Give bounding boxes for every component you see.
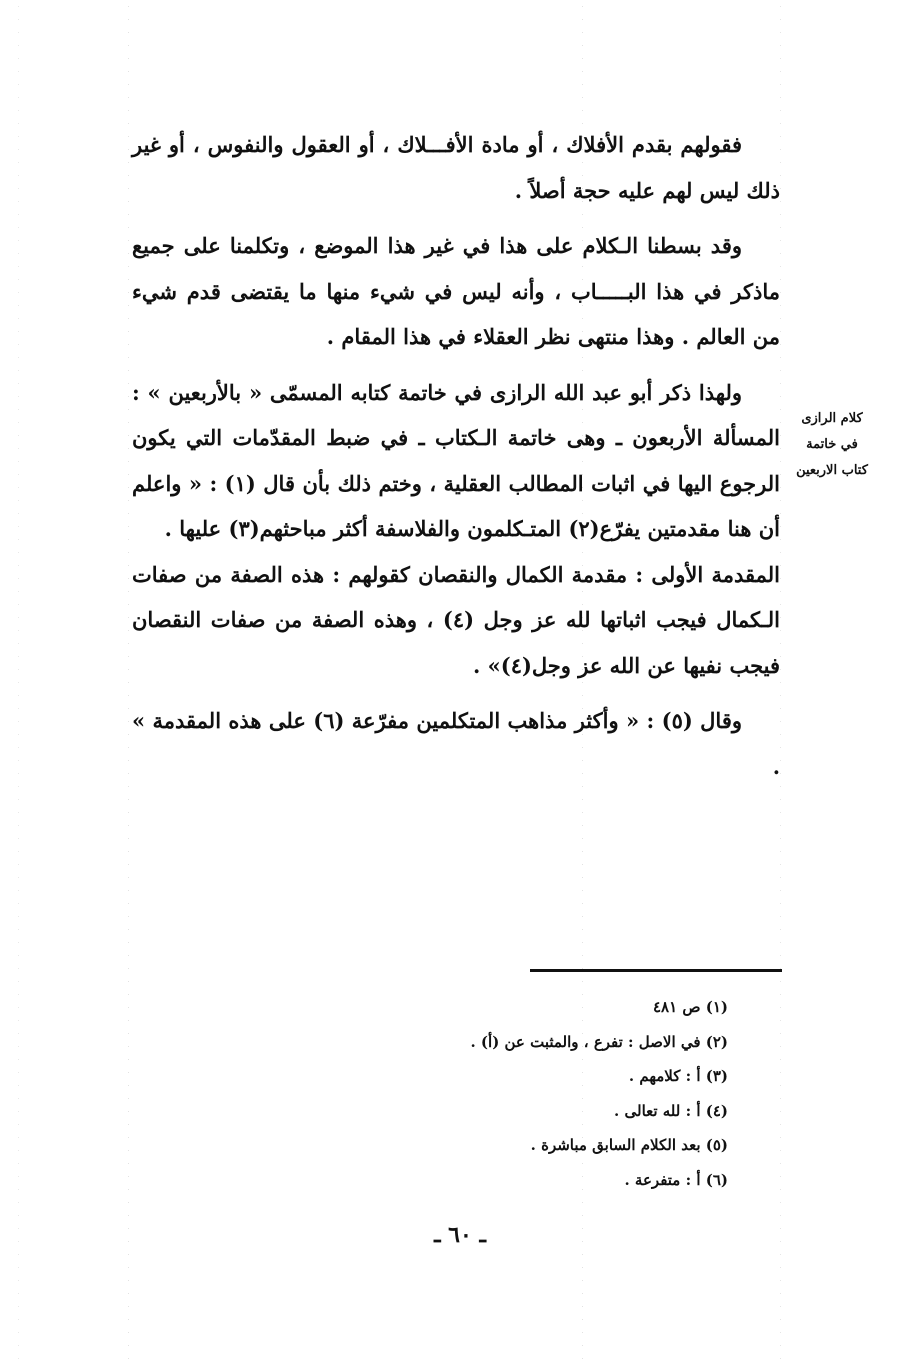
paragraph-1: فقولهم بقدم الأفلاك ، أو مادة الأفـــلاك ، أو العقول والنفوس ، أو غير ذلك ليس لهم عليه حجة أصلاً . bbox=[132, 132, 780, 203]
footnote: (٤) أ : لله تعالى . bbox=[614, 1101, 728, 1120]
margin-note-line: كتاب الاربعين bbox=[796, 463, 868, 478]
footnote: (٥) بعد الكلام السابق مباشرة . bbox=[530, 1136, 728, 1154]
footnote: (٦) أ : متفرعة . bbox=[624, 1170, 728, 1189]
footnote: (٣) أ : كلامهم . bbox=[628, 1067, 728, 1085]
margin-note bbox=[784, 406, 880, 484]
page-number: ـ ٦٠ ـ bbox=[434, 1222, 486, 1248]
footnotes bbox=[330, 990, 728, 1197]
footnote: (٢) في الاصل : تفرع ، والمثبت عن (أ) . bbox=[470, 1032, 728, 1051]
paragraph-3: ولهذا ذكر أبو عبد الله الرازى في خاتمة كتابه المسمّى « بالأربعين » : المسألة الأربعون ـ وهى خاتمة الـكتاب ـ في ضبط المقدّمات التي يكون الرجوع اليها في اثبات المطالب العقلية ، وختم ذلك بأن قال (١) : « واعلم أن هنا مقدمتين يفرّع(٢) المتـكلمون والفلاسفة أكثر مباحثهم(٣) عليها . bbox=[132, 379, 780, 541]
paragraph-4: وقال (٥) : « وأكثر مذاهب المتكلمين مفرّعة (٦) على هذه المقدمة » . bbox=[132, 708, 780, 779]
main-text bbox=[132, 122, 780, 799]
paragraph-2: وقد بسطنا الـكلام على هذا في غير هذا الموضع ، وتكلمنا على جميع ماذكر في هذا البـــــاب ، وأنه ليس في شيء منها ما يقتضى قدم شيء من العالم . وهذا منتهى نظر العقلاء في هذا المقام . bbox=[132, 233, 780, 349]
footnote: (١) ص ٤٨١ bbox=[652, 998, 728, 1016]
margin-note-line: في خاتمة bbox=[806, 437, 858, 452]
footnote-separator bbox=[530, 969, 782, 972]
paragraph-3-continued: المقدمة الأولى : مقدمة الكمال والنقصان كقولهم : هذه الصفة من صفات الـكمال فيجب اثباتها لله عز وجل (٤) ، وهذه الصفة من صفات النقصان فيجب نفيها عن الله عز وجل(٤)» . bbox=[132, 561, 780, 678]
margin-note-line: كلام الرازى bbox=[801, 411, 863, 426]
